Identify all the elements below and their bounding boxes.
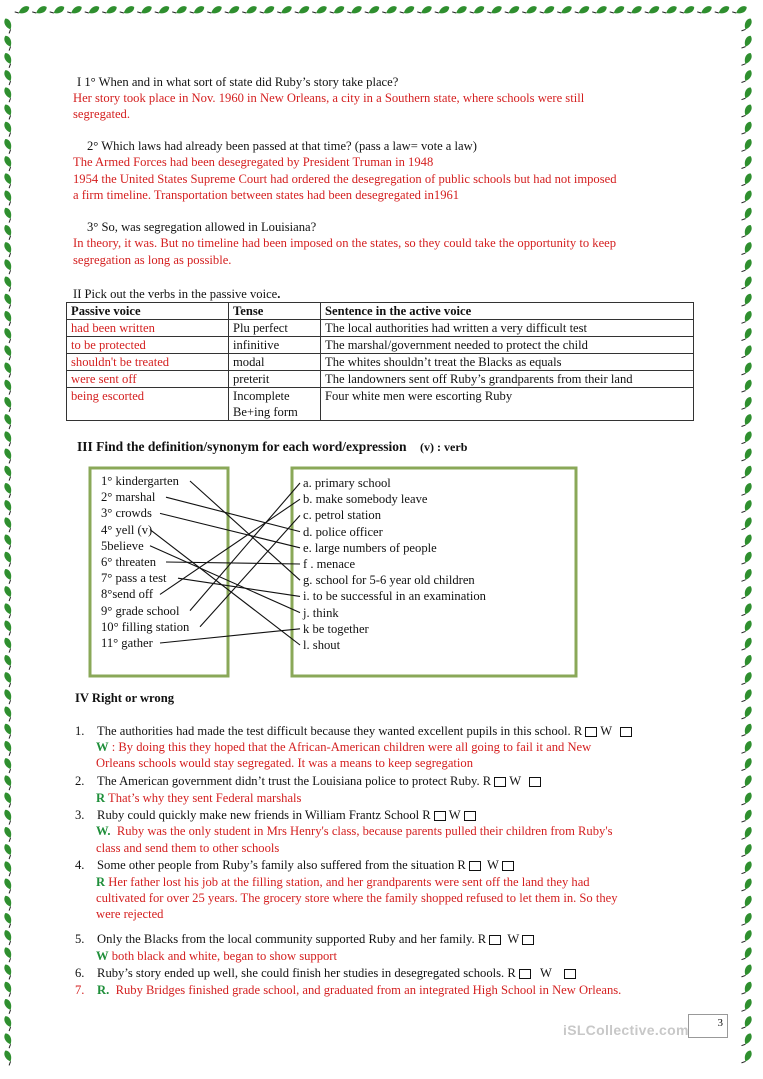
passive-cell: being escorted bbox=[67, 388, 229, 421]
word-item: 6° threaten bbox=[101, 555, 157, 569]
answer-6: 7. R. Ruby Bridges finished grade school, and graduated from an integrated High School in New Orleans. bbox=[75, 983, 622, 997]
answer-3-line-1: In theory, it was. But no timeline had been imposed on the states, so they could take the opportunity to keep bbox=[73, 236, 617, 250]
definition-item: k be together bbox=[303, 621, 369, 636]
tense-cell: Plu perfect bbox=[229, 320, 321, 337]
word-item: 8°send off bbox=[101, 587, 154, 602]
question-3: 3° So, was segregation allowed in Louisiana? bbox=[87, 220, 317, 234]
answer-1-line-2: segregated. bbox=[73, 107, 130, 121]
statement-2: 2. The American government didn’t trust the Louisiana police to protect Ruby. R W bbox=[75, 773, 544, 789]
right-checkbox[interactable] bbox=[494, 777, 506, 787]
definition-item: a. primary school bbox=[303, 476, 391, 490]
passive-cell: had been written bbox=[67, 320, 229, 337]
statement-5: 5. Only the Blacks from the local community supported Ruby and her family. R W bbox=[75, 931, 537, 947]
definition-item: f . menace bbox=[303, 557, 356, 571]
answer-4-cont: cultivated for over 25 years. The grocery store where the family shopped refused to let them in. So they bbox=[96, 891, 618, 905]
islcollective-logo: iSLCollective.com bbox=[563, 1022, 689, 1038]
wrong-checkbox[interactable] bbox=[529, 777, 541, 787]
wrong-checkbox[interactable] bbox=[464, 811, 476, 821]
right-checkbox[interactable] bbox=[585, 727, 597, 737]
header-tense: Tense bbox=[229, 303, 321, 320]
statement-1: 1. The authorities had made the test difficult because they wanted excellent pupils in this school. R W bbox=[75, 723, 635, 739]
word-item: 10° filling station bbox=[101, 619, 190, 634]
tense-cell: modal bbox=[229, 354, 321, 371]
answer-2: R That’s why they sent Federal marshals bbox=[96, 791, 302, 805]
active-cell: The landowners sent off Ruby’s grandparents from their land bbox=[321, 371, 694, 388]
definition-item: l. shout bbox=[303, 638, 341, 652]
right-checkbox[interactable] bbox=[469, 861, 481, 871]
statement-6: 6. Ruby’s story ended up well, she could finish her studies in desegregated schools. R W bbox=[75, 965, 579, 981]
word-item: 11° gather bbox=[101, 636, 153, 650]
word-item: 4° yell (v) bbox=[101, 522, 153, 537]
right-checkbox[interactable] bbox=[434, 811, 446, 821]
definition-item: c. petrol station bbox=[303, 508, 381, 523]
definition-item: e. large numbers of people bbox=[303, 540, 437, 555]
wrong-checkbox[interactable] bbox=[620, 727, 632, 737]
definition-item: b. make somebody leave bbox=[303, 492, 428, 507]
active-cell: The whites shouldn’t treat the Blacks as equals bbox=[321, 354, 694, 371]
question-1: I 1° When and in what sort of state did Ruby’s story take place? bbox=[77, 75, 399, 89]
match-line bbox=[190, 481, 300, 580]
answer-2-line-3: a firm timeline. Transportation between states had been desegregated in1961 bbox=[73, 188, 460, 202]
passive-cell: were sent off bbox=[67, 371, 229, 388]
definition-item: i. to be successful in an examination bbox=[303, 589, 486, 604]
match-line bbox=[178, 578, 300, 596]
section-4-title: IV Right or wrong bbox=[75, 691, 175, 705]
statement-3: 3. Ruby could quickly make new friends in William Frantz School R W bbox=[75, 807, 479, 823]
wrong-checkbox[interactable] bbox=[502, 861, 514, 871]
match-line bbox=[190, 483, 300, 611]
passive-cell: to be protected bbox=[67, 337, 229, 354]
answer-2-line-2: 1954 the United States Supreme Court had ordered the desegregation of public schools but had not imposed bbox=[73, 172, 617, 186]
word-item: 7° pass a test bbox=[101, 571, 167, 586]
tense-cell: Incomplete Be+ing form bbox=[229, 388, 321, 421]
definition-item: j. think bbox=[303, 605, 339, 620]
page-number-box bbox=[688, 1014, 728, 1038]
answer-5: W both black and white, began to show support bbox=[96, 949, 337, 963]
word-item: 5believe bbox=[101, 538, 144, 553]
wrong-checkbox[interactable] bbox=[522, 935, 534, 945]
match-line bbox=[166, 497, 300, 531]
active-cell: Four white men were escorting Ruby bbox=[321, 388, 694, 421]
page-number: 3 bbox=[717, 1017, 723, 1029]
wrong-checkbox[interactable] bbox=[564, 969, 576, 979]
section-2-title: II Pick out the verbs in the passive voice. bbox=[73, 287, 281, 301]
word-item: 9° grade school bbox=[101, 603, 180, 618]
header-active: Sentence in the active voice bbox=[321, 303, 694, 320]
answer-4: R Her father lost his job at the filling station, and her grandparents were sent off the land they had bbox=[96, 875, 590, 889]
answer-2-line-1: The Armed Forces had been desegregated by President Truman in 1948 bbox=[73, 155, 434, 169]
statement-4: 4. Some other people from Ruby’s family also suffered from the situation R W bbox=[75, 857, 517, 873]
definition-item: d. police officer bbox=[303, 524, 383, 539]
tense-cell: infinitive bbox=[229, 337, 321, 354]
match-line bbox=[200, 515, 300, 626]
word-item: 1° kindergarten bbox=[101, 474, 179, 488]
right-checkbox[interactable] bbox=[489, 935, 501, 945]
answer-3-line-2: segregation as long as possible. bbox=[73, 253, 232, 267]
header-passive: Passive voice bbox=[67, 303, 229, 320]
answer-3: W. Ruby was the only student in Mrs Henry's class, because parents pulled their children from Ruby's bbox=[96, 824, 613, 838]
word-item: 3° crowds bbox=[101, 506, 152, 521]
answer-4-cont2: were rejected bbox=[96, 907, 164, 921]
answer-1: W : By doing this they hoped that the African-American children were all going to fail it and New bbox=[96, 740, 592, 754]
active-cell: The local authorities had written a very difficult test bbox=[321, 320, 694, 337]
active-cell: The marshal/government needed to protect the child bbox=[321, 337, 694, 354]
definition-item: g. school for 5-6 year old children bbox=[303, 573, 475, 588]
word-item: 2° marshal bbox=[101, 490, 156, 505]
match-line bbox=[160, 513, 300, 547]
passive-cell: shouldn't be treated bbox=[67, 354, 229, 371]
answer-1-line-1: Her story took place in Nov. 1960 in New Orleans, a city in a Southern state, where schools were still bbox=[73, 91, 585, 105]
right-checkbox[interactable] bbox=[519, 969, 531, 979]
answer-1-cont: Orleans schools would stay segregated. It was a means to keep segregation bbox=[96, 756, 474, 770]
section-3-title: III Find the definition/synonym for each word/expression (v) : verb bbox=[77, 439, 468, 454]
tense-cell: preterit bbox=[229, 371, 321, 388]
answer-3-cont: class and send them to other schools bbox=[96, 841, 280, 855]
question-2: 2° Which laws had already been passed at that time? (pass a law= vote a law) bbox=[87, 139, 477, 153]
